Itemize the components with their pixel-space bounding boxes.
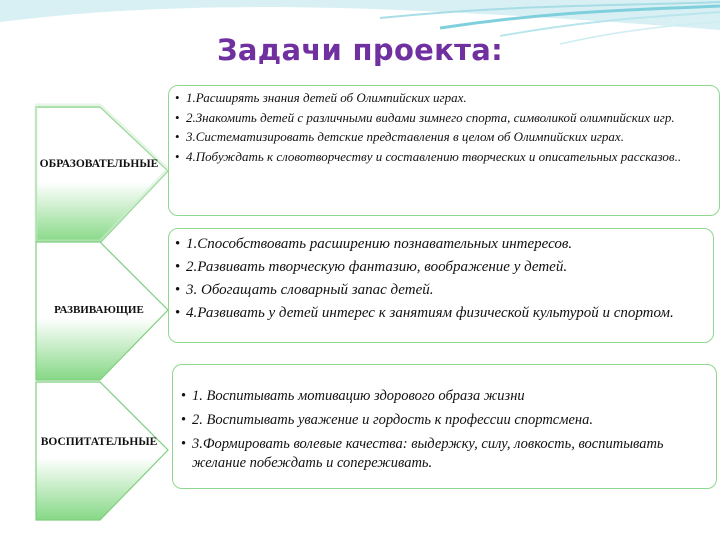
page-title: Задачи проекта: [216,33,504,67]
section-label: ВОСПИТАТЕЛЬНЫЕ [40,436,158,448]
list-item: • 1. Воспитывать мотивацию здорового образа жизни [181,387,706,406]
list-item: • 3.Систематизировать детские представления в целом об Олимпийских играх. [175,129,709,146]
list-item: • 1.Способствовать расширению познавательных интересов. [175,234,703,254]
section-label: РАЗВИВАЮЩИЕ [54,304,144,316]
list-item: • 4.Побуждать к словотворчеству и составлению творческих и описательных рассказов.. [175,149,709,166]
list-item: • 2.Знакомить детей с различными видами зимнего спорта, символикой олимпийских игр. [175,110,709,127]
section-educational [0,85,720,245]
tasks-box [172,364,717,489]
list-item: • 2.Развивать творческую фантазию, воображение у детей. [175,257,703,277]
list-item: • 2. Воспитывать уважение и гордость к профессии спортсмена. [181,411,706,430]
list-item: • 3. Обогащать словарный запас детей. [175,280,703,300]
list-item: • 1.Расширять знания детей об Олимпийских играх. [175,90,709,107]
tasks-box [168,85,720,216]
list-item: • 4.Развивать у детей интерес к занятиям физической культурой и спортом. [175,303,703,323]
section-upbringing [0,364,720,524]
section-label: ОБРАЗОВАТЕЛЬНЫЕ [39,158,159,170]
list-item: • 3.Формировать волевые качества: выдержку, силу, ловкость, воспитывать желание побеждать и сопереживать. [181,435,706,473]
tasks-box [168,228,714,343]
